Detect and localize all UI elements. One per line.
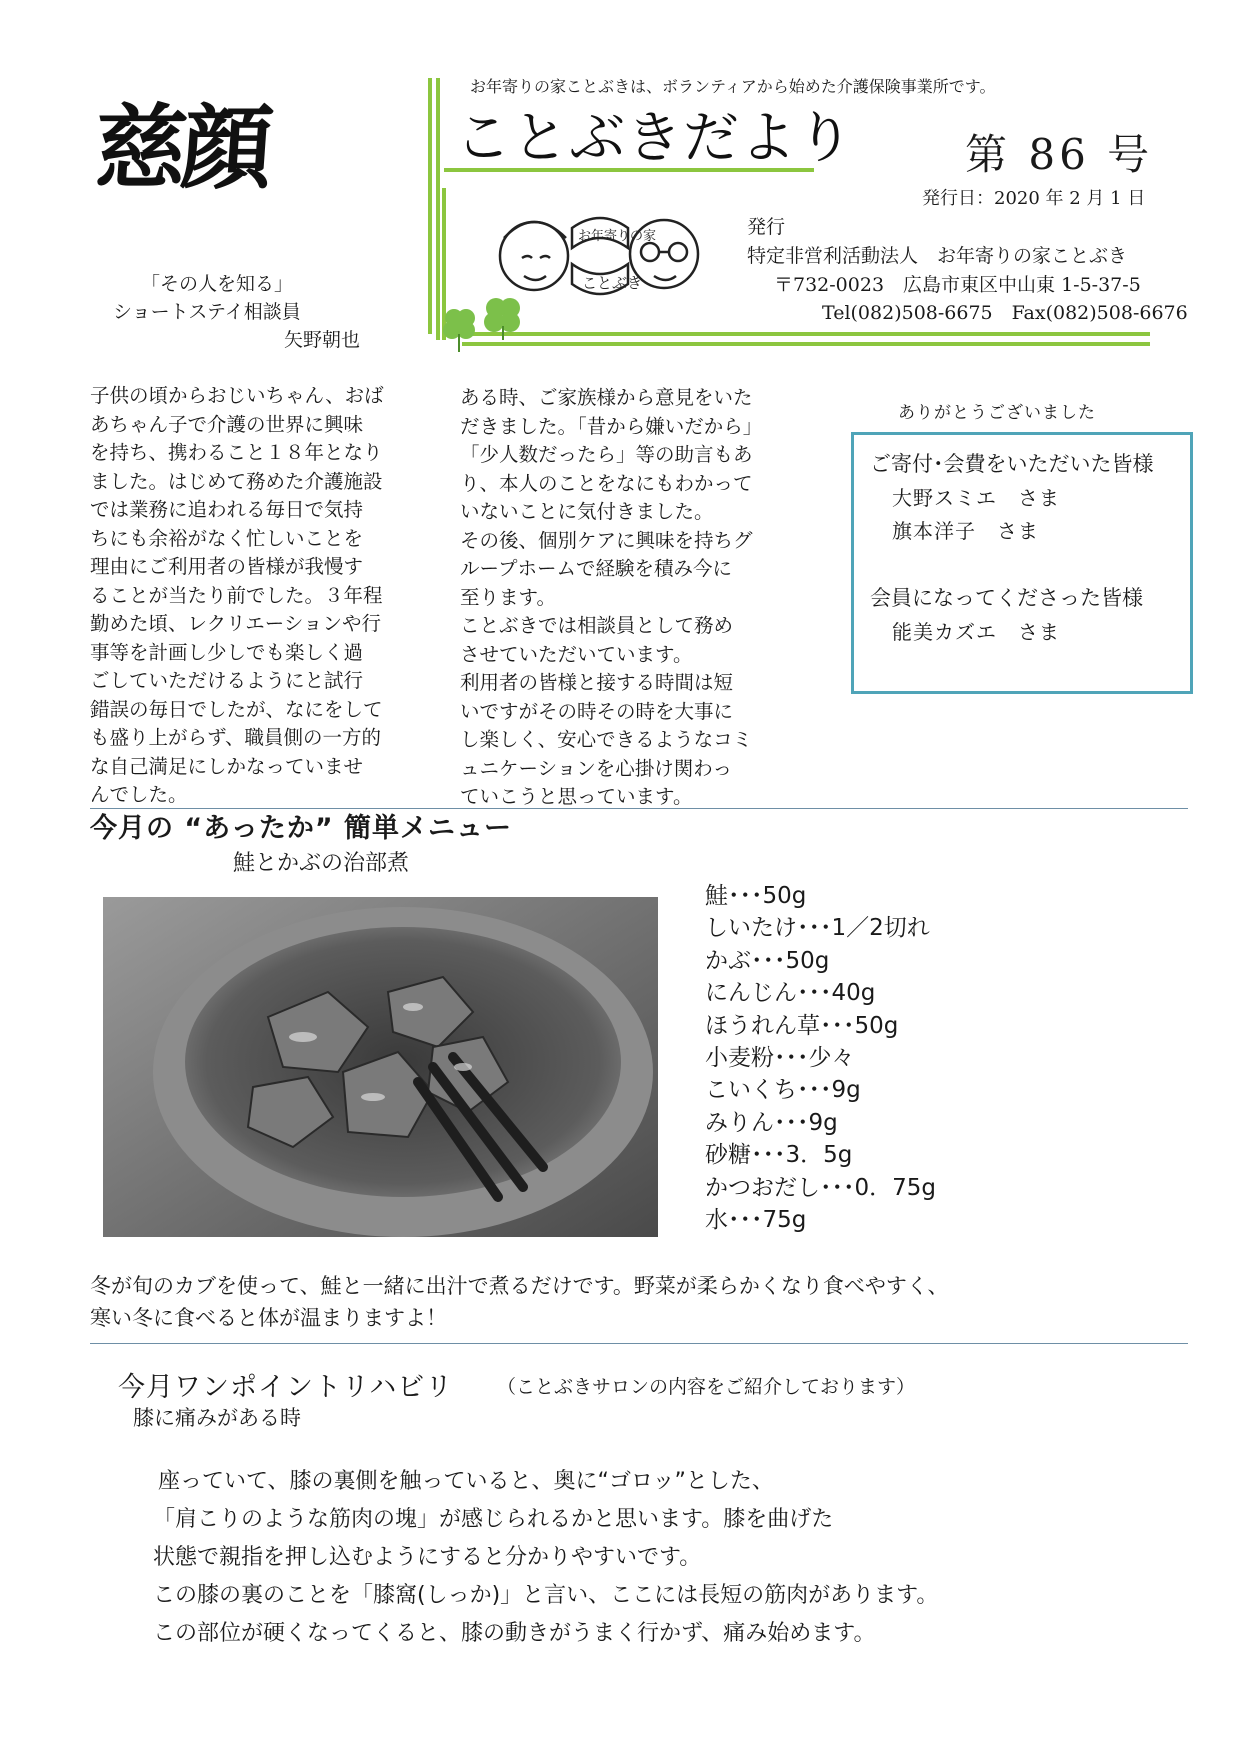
issue-number: 第 86 号	[965, 130, 1154, 179]
members-title: 会員になってくださった皆様	[870, 586, 1143, 610]
ingredient-item: にんじん･･･40g	[705, 980, 876, 1007]
article-line: 錯誤の毎日でしたが、なにをして	[90, 697, 383, 721]
publisher-address: 〒732-0023 広島市東区中山東 1-5-37-5	[774, 274, 1141, 296]
recipe-title: 今月の “あったか” 簡単メニュー	[90, 813, 513, 844]
publisher-label: 発行	[747, 216, 786, 238]
donations-title: ご寄付･会費をいただいた皆様	[870, 452, 1154, 476]
article-line: ループホームで経験を積み今に	[460, 557, 733, 580]
rehab-note: （ことぶきサロンの内容をご紹介しております）	[497, 1376, 916, 1398]
emblem-text-bottom: ことぶき	[582, 274, 643, 292]
emblem-text-top: お年寄りの家	[578, 229, 657, 244]
member-name: 能美カズエ さま	[892, 620, 1060, 644]
ingredient-item: 小麦粉･･･少々	[705, 1045, 855, 1072]
article-line: 子供の頃からおじいちゃん、おば	[90, 384, 384, 407]
rehab-line: 「肩こりのような筋肉の塊」が感じられるかと思います。膝を曲げた	[153, 1507, 834, 1532]
issue-date: 発行日：2020 年 2 月 1 日	[922, 188, 1146, 209]
article-line: ごしていただけるようにと試行	[90, 669, 364, 692]
ingredient-item: みりん･･･9g	[705, 1109, 838, 1136]
ingredient-item: ほうれん草･･･50g	[705, 1012, 899, 1039]
section-divider	[90, 1343, 1188, 1344]
article-line: その後、個別ケアに興味を持ちグ	[460, 528, 753, 552]
article-line: し楽しく、安心できるようなコミ	[460, 728, 753, 751]
article-line: 理由にご利用者の皆様が我慢す	[90, 555, 364, 578]
recipe-description: 寒い冬に食べると体が温まりますよ！	[90, 1306, 447, 1330]
article-line: だきました。「昔から嫌いだから」	[460, 414, 763, 438]
article-line: いないことに気付きました。	[460, 500, 714, 523]
ingredient-item: しいたけ･･･1／2切れ	[705, 915, 930, 942]
ingredient-item: 砂糖･･･3．5g	[705, 1142, 853, 1169]
dish-name: 鮭とかぶの治部煮	[233, 851, 410, 876]
ingredient-item: かつおだし･･･0．75g	[705, 1174, 936, 1201]
article-line: 利用者の皆様と接する時間は短	[460, 671, 734, 694]
tagline: お年寄りの家ことぶきは、ボランティアから始めた介護保険事業所です。	[470, 77, 996, 96]
thanks-box	[851, 432, 1193, 694]
ingredients-list	[705, 880, 936, 1236]
rehab-line: この膝の裏のことを「膝窩(しっか)」と言い、ここには長短の筋肉があります。	[153, 1583, 939, 1608]
article-line: ある時、ご家族様から意見をいた	[460, 386, 753, 409]
article-line: 至ります。	[460, 585, 556, 609]
rehab-title: 今月ワンポイントリハビリ	[118, 1372, 454, 1403]
rehab-line: 座っていて、膝の裏側を触っていると、奥に“ゴロッ”とした、	[158, 1469, 774, 1494]
emblem-logo	[478, 198, 726, 308]
thanks-heading: ありがとうございました	[898, 403, 1096, 423]
article-line: な自己満足にしかなっていませ	[90, 754, 364, 778]
ingredient-item: 水･･･75g	[705, 1207, 807, 1234]
article-line: ることが当たり前でした。３年程	[90, 583, 383, 607]
article-line: いですがその時その時を大事に	[460, 699, 734, 723]
recipe-description: 冬が旬のカブを使って、鮭と一緒に出汁で煮るだけです。野菜が柔らかくなり食べやすく、	[90, 1274, 949, 1298]
article-line: させていただいています。	[460, 642, 693, 666]
article-line: ュニケーションを心掛け関わっ	[460, 756, 733, 780]
ingredient-item: かぶ･･･50g	[705, 947, 830, 974]
article-line: り、本人のことをなにもわかって	[460, 471, 753, 495]
food-photo	[103, 897, 658, 1237]
article-line: ちにも余裕がなく忙しいことを	[90, 526, 364, 550]
article-column-2	[460, 384, 762, 812]
article-line: ました。はじめて務めた介護施設	[90, 469, 383, 493]
article-line: ていこうと思っています。	[460, 785, 693, 808]
rehab-line: この部位が硬くなってくると、膝の動きがうまく行かず、痛み始めます。	[153, 1621, 876, 1646]
rehab-line: 状態で親指を押し込むようにすると分かりやすいです。	[153, 1545, 702, 1570]
article-line: あちゃん子で介護の世界に興味	[90, 412, 364, 436]
intro-title: 「その人を知る」	[141, 273, 294, 295]
article-column-1	[90, 382, 384, 810]
article-line: 「少人数だったら」等の助言もあ	[460, 443, 753, 466]
donor-name: 大野スミエ さま	[892, 486, 1060, 510]
article-line: 事等を計画し少しでも楽しく過	[90, 640, 364, 664]
intro-role: ショートステイ相談員	[113, 301, 301, 323]
publisher-org: 特定非営利活動法人 お年寄りの家ことぶき	[747, 245, 1128, 267]
article-line: も盛り上がらず、職員側の一方的	[90, 726, 381, 749]
newsletter-title: ことぶきだより	[455, 106, 854, 171]
logo: 慈顔	[91, 94, 271, 202]
article-line: を持ち、携わること１８年となり	[90, 441, 383, 464]
article-line: 勤めた頃、レクリエーションや行	[90, 612, 381, 635]
rehab-subtitle: 膝に痛みがある時	[133, 1406, 301, 1430]
intro-name: 矢野朝也	[284, 329, 361, 351]
ingredient-item: 鮭･･･50g	[705, 883, 807, 909]
donor-name: 旗本洋子 さま	[892, 519, 1039, 543]
article-line: んでした。	[90, 783, 188, 806]
publisher-tel-fax: Tel(082)508-6675 Fax(082)508-6676	[822, 302, 1188, 324]
ingredient-item: こいくち･･･9g	[705, 1077, 861, 1104]
article-line: ことぶきでは相談員として務め	[460, 614, 734, 637]
article-line: では業務に追われる毎日で気持	[90, 498, 364, 521]
